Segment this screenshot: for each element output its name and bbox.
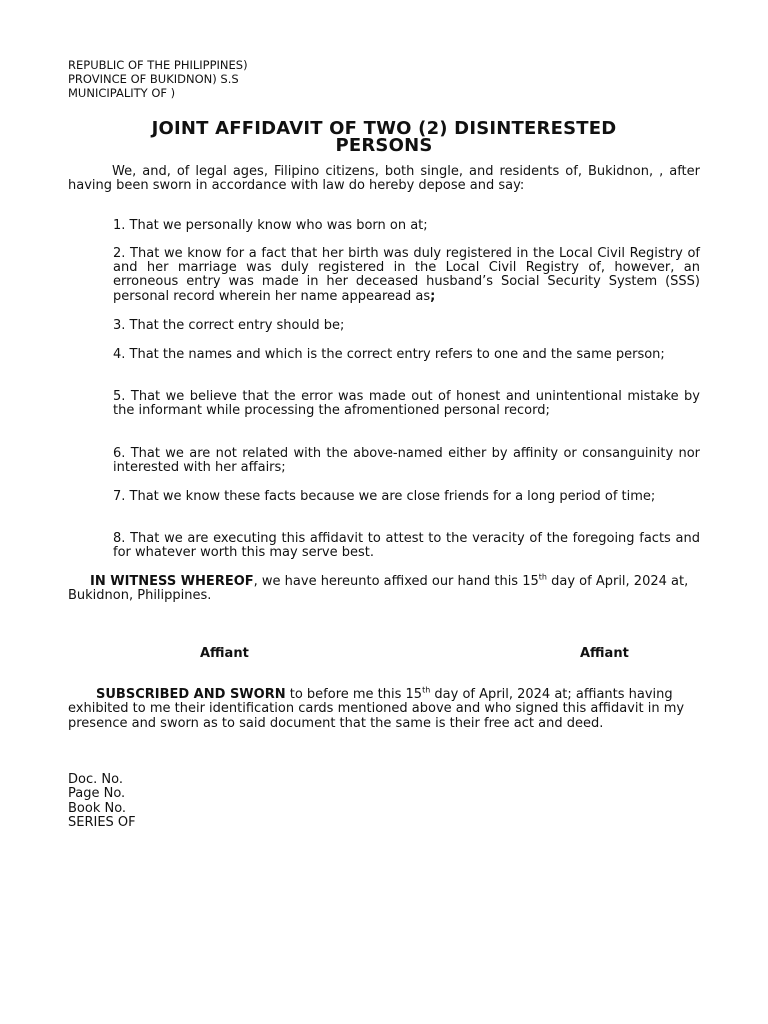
affidavit-item-7: 7. That we know these facts because we are close friends for a long period of time; (113, 489, 656, 504)
affidavit-item-8: 8. That we are executing this affidavit to attest to the veracity of the foregoing facts and for whatever worth this may serve best. (113, 531, 700, 561)
intro-paragraph: We, and, of legal ages, Filipino citizens, both single, and residents of, Bukidnon, , after having been sworn in accordance with law do hereby depose and say: (68, 164, 700, 194)
affidavit-item-5: 5. That we believe that the error was made out of honest and unintentional mistake by the informant while processing the afromentioned personal record; (113, 389, 700, 419)
jurat-lead: SUBSCRIBED AND SWORN (96, 687, 286, 702)
affidavit-item-2-end: ; (430, 288, 436, 304)
jurat-text-a: to before me this 15 (285, 687, 423, 702)
witness-text-a: , we have hereunto affixed our hand this 15 (253, 574, 539, 589)
venue-header (68, 58, 248, 100)
page-no: Page No. (68, 786, 126, 802)
affidavit-item-2-text: 2. That we know for a fact that her birth was duly registered in the Local Civil Registry of and her marriage was duly registered in the Local Civil Registry of, however, an erroneous entry was made in her deceased husband’s Social Security System (SSS) personal record wherein her name appearead as (113, 246, 700, 304)
affidavit-item-1: 1. That we personally know who was born on at; (113, 218, 428, 233)
affiant-label-left: Affiant (200, 646, 249, 661)
document-title (68, 120, 700, 154)
jurat-superscript: th (422, 685, 431, 695)
witness-paragraph (68, 572, 700, 604)
jurat-text-b: day of April, 2024 at; affiants having exhibited to me their identification cards mentioned above and who signed this affidavit in my presence and sworn as to said document that the same is their free act and deed. (68, 687, 685, 731)
jurat-paragraph (68, 685, 708, 731)
affidavit-item-6: 6. That we are not related with the above-named either by affinity or consanguinity nor interested with her affairs; (113, 446, 700, 476)
header-line-municipality: MUNICIPALITY OF ) (68, 86, 176, 100)
witness-superscript: th (538, 572, 547, 582)
affidavit-item-4: 4. That the names and which is the correct entry refers to one and the same person; (113, 347, 665, 362)
affidavit-item-2 (113, 247, 700, 304)
series-of: SERIES OF (68, 815, 136, 831)
affiant-label-right: Affiant (580, 646, 629, 661)
title-line-2: PERSONS (335, 135, 433, 156)
doc-no: Doc. No. (68, 772, 123, 787)
witness-lead: IN WITNESS WHEREOF (90, 574, 254, 589)
header-line-republic: REPUBLIC OF THE PHILIPPINES) (68, 58, 248, 72)
header-line-province: PROVINCE OF BUKIDNON) S.S (68, 72, 239, 86)
title-line-1: JOINT AFFIDAVIT OF TWO (2) DISINTERESTED (151, 118, 617, 139)
affidavit-item-3: 3. That the correct entry should be; (113, 318, 345, 333)
book-no: Book No. (68, 800, 127, 816)
notarial-register (68, 773, 136, 831)
witness-text-b: day of April, 2024 at, Bukidnon, Philippines. (68, 574, 689, 604)
